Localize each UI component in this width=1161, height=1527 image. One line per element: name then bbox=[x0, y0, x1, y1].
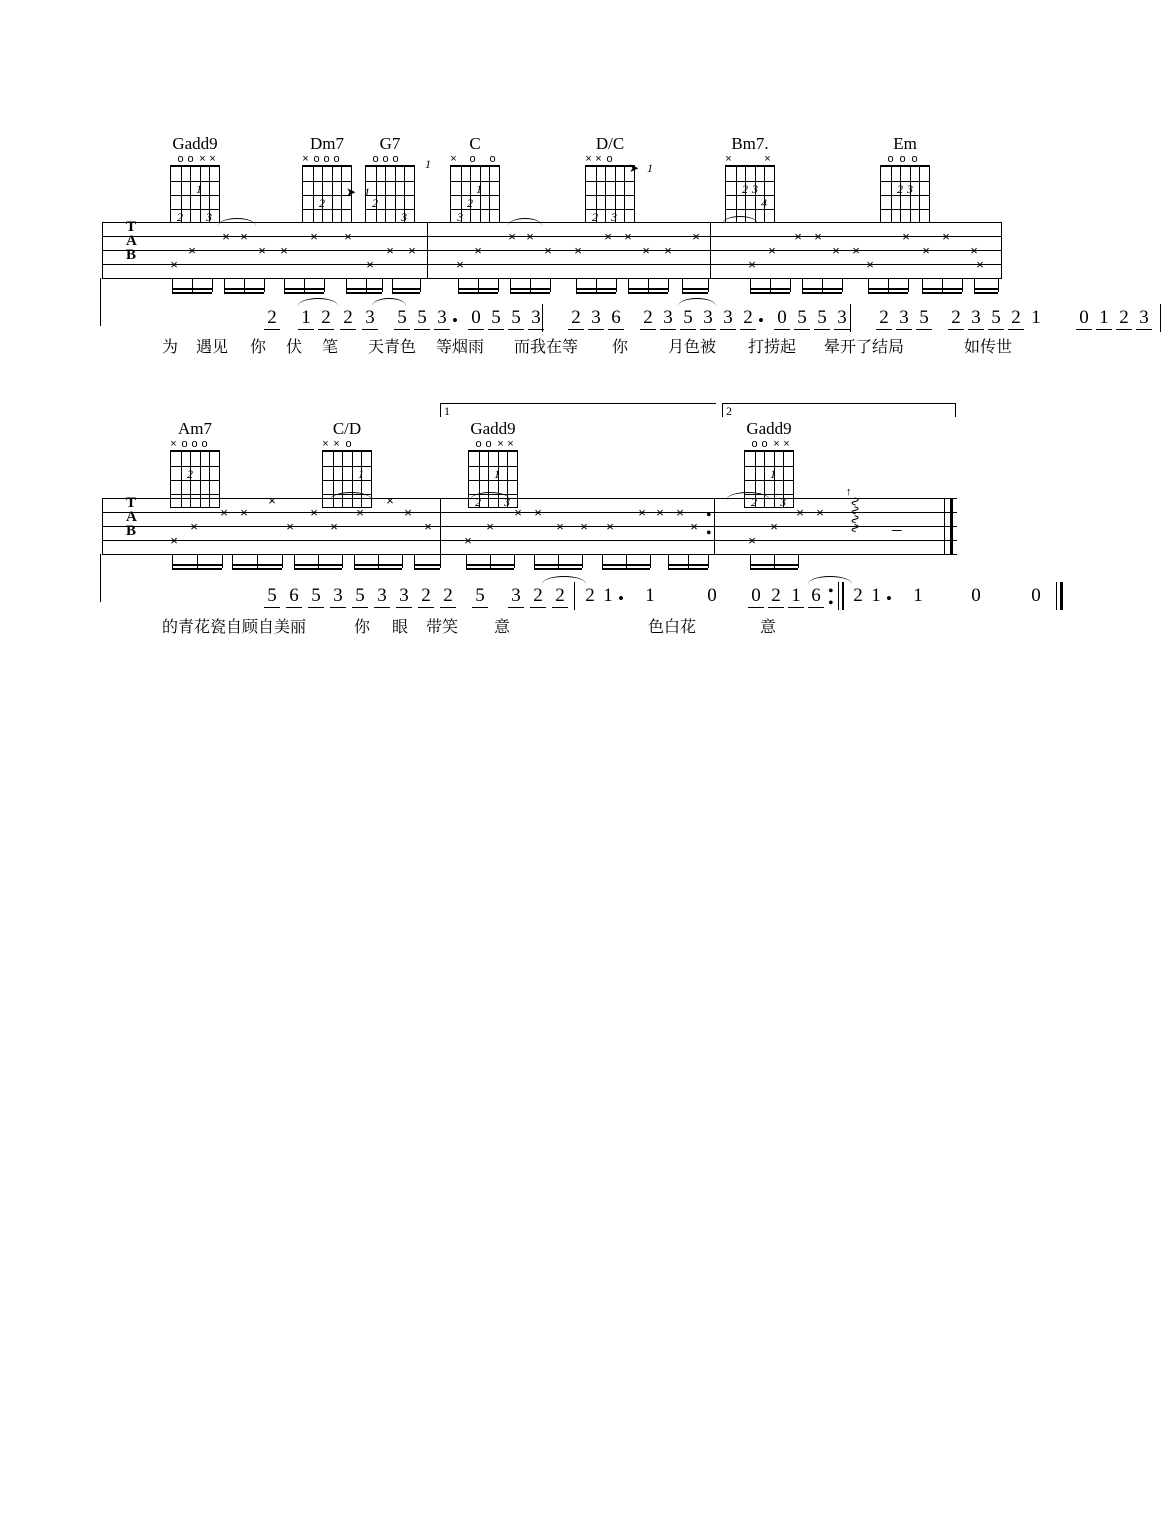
note-number: 3 bbox=[968, 308, 984, 330]
note-number: 5 bbox=[680, 308, 696, 330]
mute-mark: × bbox=[190, 519, 198, 534]
chord-name: Dm7 bbox=[310, 134, 344, 153]
stem bbox=[282, 554, 283, 568]
mute-mark: × bbox=[692, 229, 700, 244]
tab-clef-b: B bbox=[126, 523, 137, 539]
mute-mark: × bbox=[424, 519, 432, 534]
stem bbox=[172, 554, 173, 568]
stem bbox=[232, 554, 233, 568]
mute-mark: × bbox=[268, 493, 276, 508]
tab-clef-a: A bbox=[126, 233, 137, 249]
fret-label: 1 bbox=[425, 157, 431, 171]
mute-mark: × bbox=[404, 505, 412, 520]
stem bbox=[750, 554, 751, 568]
stem bbox=[798, 554, 799, 568]
note-number: 0 bbox=[774, 308, 790, 330]
system-2: 1 2 Am7 × o o o 2 C/D × × o 1 Gadd9 o o × × 1 2 3 Gadd9 o o × × 1 2 3 T A B • • × × × × × × × × × × × × × × × × × × × × × × × × × × × ∿∿∿∿ ↑ – 5 6 5 3 5 3 3 2 2 5 3 2 2 2 1 • 1 0 0 2 1 6 • • 2 1 • 1 0 0 的青花瓷自顾自美丽 你 眼 带笑 意 色白花 意 bbox=[0, 270, 1080, 670]
note-number: 2 bbox=[1008, 308, 1024, 330]
chord-diagram-gadd9 bbox=[168, 135, 222, 223]
chord-top-marks: o o o bbox=[372, 153, 399, 165]
barre-arrow-icon: ➤ bbox=[629, 161, 640, 175]
stem bbox=[602, 554, 603, 568]
ending-label: 2 bbox=[726, 404, 732, 418]
mute-mark: × bbox=[814, 229, 822, 244]
chord-grid: 1 2 3 bbox=[468, 450, 518, 508]
chord-top-marks: o o × × bbox=[475, 438, 514, 450]
chord-diagram-bm7 bbox=[723, 135, 777, 223]
mute-mark: × bbox=[220, 505, 228, 520]
stem bbox=[354, 554, 355, 568]
stem bbox=[688, 554, 689, 568]
mute-mark: × bbox=[386, 493, 394, 508]
note-number: 2 bbox=[853, 585, 863, 606]
mute-mark: × bbox=[866, 257, 874, 272]
chord-grid: 1 2 3 bbox=[170, 165, 220, 223]
note-number: 1 bbox=[645, 585, 655, 606]
mute-mark: × bbox=[796, 505, 804, 520]
fret-label: 1 bbox=[364, 185, 370, 199]
fret-label: 1 bbox=[647, 161, 653, 175]
note-number: 2 bbox=[640, 308, 656, 330]
ending-label: 1 bbox=[444, 404, 450, 418]
note-number: 5 bbox=[508, 308, 524, 330]
note-number: 1 bbox=[1031, 307, 1041, 328]
stem bbox=[490, 554, 491, 568]
mute-mark: × bbox=[556, 519, 564, 534]
mute-mark: × bbox=[690, 519, 698, 534]
chord-grid: 2 3 4 bbox=[725, 165, 775, 223]
chord-top-marks: o o o bbox=[887, 153, 918, 165]
slur bbox=[508, 218, 542, 226]
chord-top-marks: × o o o bbox=[302, 153, 340, 165]
dot: • bbox=[886, 589, 892, 608]
chord-grid: 2 bbox=[170, 450, 220, 508]
mute-mark: × bbox=[942, 229, 950, 244]
mute-mark: × bbox=[222, 229, 230, 244]
note-number: 5 bbox=[352, 586, 368, 608]
chord-grid: 1 2 3 bbox=[744, 450, 794, 508]
note-number: 0 bbox=[971, 585, 981, 606]
note-number: 3 bbox=[660, 308, 676, 330]
note-number: 2 bbox=[264, 308, 280, 330]
note-number: 5 bbox=[488, 308, 504, 330]
repeat-dots-number-row: • bbox=[828, 595, 834, 612]
chord-name: Am7 bbox=[178, 419, 212, 438]
mute-mark: × bbox=[770, 519, 778, 534]
mute-mark: × bbox=[832, 243, 840, 258]
note-number: 1 bbox=[603, 585, 613, 606]
note-number: 3 bbox=[528, 308, 544, 330]
note-number: 0 bbox=[1076, 308, 1092, 330]
chord-diagram-dm7 bbox=[300, 134, 370, 223]
mute-mark: × bbox=[638, 505, 646, 520]
stem bbox=[626, 554, 627, 568]
dot: • bbox=[618, 589, 624, 608]
mute-mark: × bbox=[664, 243, 672, 258]
note-number: 2 bbox=[585, 585, 595, 606]
note-number: 0 bbox=[468, 308, 484, 330]
note-number: 3 bbox=[362, 308, 378, 330]
chord-name: D/C bbox=[595, 134, 625, 153]
mute-mark: × bbox=[642, 243, 650, 258]
mute-mark: × bbox=[240, 229, 248, 244]
chord-name: C bbox=[469, 134, 481, 153]
mute-mark: × bbox=[366, 257, 374, 272]
chord-top-marks: × o o o bbox=[170, 438, 208, 450]
note-number: 5 bbox=[794, 308, 810, 330]
note-number: 5 bbox=[264, 586, 280, 608]
mute-mark: × bbox=[676, 505, 684, 520]
note-number: 3 bbox=[700, 308, 716, 330]
mute-mark: × bbox=[240, 505, 248, 520]
chord-name: Gadd9 bbox=[746, 419, 792, 438]
mute-mark: × bbox=[330, 519, 338, 534]
stem bbox=[402, 554, 403, 568]
chord-diagram-am7 bbox=[168, 420, 222, 508]
note-number: 2 bbox=[318, 308, 334, 330]
tab-clef-t: T bbox=[126, 219, 137, 235]
chord-name: Gadd9 bbox=[470, 419, 516, 438]
mute-mark: × bbox=[534, 505, 542, 520]
stem bbox=[440, 554, 441, 568]
note-number: 3 bbox=[834, 308, 850, 330]
note-number: 3 bbox=[396, 586, 412, 608]
chord-grid: 1 2 3 bbox=[450, 165, 500, 223]
chord-diagram-c bbox=[448, 135, 502, 223]
note-number: 3 bbox=[434, 308, 450, 330]
chord-name: G7 bbox=[379, 134, 401, 153]
note-number: 6 bbox=[808, 586, 824, 608]
note-number: 6 bbox=[608, 308, 624, 330]
mute-mark: × bbox=[286, 519, 294, 534]
stem bbox=[294, 554, 295, 568]
stem bbox=[257, 554, 258, 568]
note-number: 2 bbox=[340, 308, 356, 330]
mute-mark: × bbox=[344, 229, 352, 244]
note-number: 3 bbox=[1136, 308, 1152, 330]
mute-mark: × bbox=[474, 243, 482, 258]
note-number: 6 bbox=[286, 586, 302, 608]
note-number: 2 bbox=[440, 586, 456, 608]
note-number: 1 bbox=[871, 585, 881, 606]
repeat-dots: • bbox=[706, 507, 712, 524]
mute-mark: × bbox=[464, 533, 472, 548]
mute-mark: × bbox=[188, 243, 196, 258]
stem bbox=[318, 554, 319, 568]
mute-mark: × bbox=[456, 257, 464, 272]
beam bbox=[602, 568, 650, 570]
measure-line bbox=[574, 582, 575, 610]
mute-mark: × bbox=[748, 533, 756, 548]
stem bbox=[582, 554, 583, 568]
mute-mark: × bbox=[604, 229, 612, 244]
chord-name: Gadd9 bbox=[172, 134, 218, 153]
note-number: 5 bbox=[394, 308, 410, 330]
beam bbox=[750, 568, 798, 570]
mute-mark: × bbox=[624, 229, 632, 244]
mute-mark: × bbox=[970, 243, 978, 258]
mute-mark: × bbox=[258, 243, 266, 258]
mute-mark: × bbox=[768, 243, 776, 258]
ending-bracket-1 bbox=[440, 403, 716, 417]
stem bbox=[558, 554, 559, 568]
chord-name: Em bbox=[893, 134, 917, 153]
note-number: 1 bbox=[298, 308, 314, 330]
stem bbox=[222, 554, 223, 568]
slur bbox=[218, 218, 256, 226]
note-number: 2 bbox=[740, 308, 756, 330]
stem bbox=[466, 554, 467, 568]
measure-line bbox=[1056, 582, 1057, 610]
final-barline-number-row bbox=[1060, 582, 1063, 610]
mute-mark: × bbox=[922, 243, 930, 258]
note-number: 1 bbox=[788, 586, 804, 608]
chord-top-marks: o o × × bbox=[177, 153, 216, 165]
mute-mark: × bbox=[748, 257, 756, 272]
tab-clef-t: T bbox=[126, 495, 137, 511]
beam bbox=[294, 568, 342, 570]
mute-mark: × bbox=[606, 519, 614, 534]
arrow-up-icon: ↑ bbox=[846, 486, 852, 498]
beam bbox=[534, 568, 582, 570]
stem bbox=[342, 554, 343, 568]
note-number: 3 bbox=[508, 586, 524, 608]
note-number: 3 bbox=[374, 586, 390, 608]
chord-diagram-d-over-c bbox=[583, 134, 653, 224]
slur bbox=[542, 576, 586, 584]
chord-grid: 2 bbox=[302, 165, 352, 223]
chord-diagram-g7 bbox=[363, 134, 431, 224]
dot: • bbox=[452, 311, 458, 330]
chord-name: Bm7. bbox=[731, 134, 769, 153]
mute-mark: × bbox=[310, 229, 318, 244]
mute-mark: × bbox=[386, 243, 394, 258]
chord-top-marks: × × bbox=[725, 153, 771, 165]
mute-mark: × bbox=[852, 243, 860, 258]
note-number: 5 bbox=[472, 586, 488, 608]
mute-mark: × bbox=[356, 505, 364, 520]
repeat-dots-number-row: • bbox=[828, 583, 834, 600]
tab-clef-b: B bbox=[126, 247, 137, 263]
note-number: 1 bbox=[1096, 308, 1112, 330]
stem bbox=[774, 554, 775, 568]
stem bbox=[534, 554, 535, 568]
chord-name: C/D bbox=[332, 419, 362, 438]
mute-mark: × bbox=[170, 533, 178, 548]
note-number: 3 bbox=[896, 308, 912, 330]
arpeggio-squiggle: ∿∿∿∿ bbox=[847, 496, 862, 532]
mute-mark: × bbox=[280, 243, 288, 258]
stem bbox=[514, 554, 515, 568]
note-number: 5 bbox=[308, 586, 324, 608]
mute-mark: × bbox=[816, 505, 824, 520]
tab-clef-a: A bbox=[126, 509, 137, 525]
note-number: 2 bbox=[768, 586, 784, 608]
note-number: 3 bbox=[588, 308, 604, 330]
stem bbox=[197, 554, 198, 568]
beam bbox=[354, 568, 402, 570]
ending-bracket-2 bbox=[722, 403, 956, 417]
note-number: 0 bbox=[748, 586, 764, 608]
beam bbox=[414, 568, 440, 570]
note-number: 5 bbox=[988, 308, 1004, 330]
note-number: 2 bbox=[876, 308, 892, 330]
mute-mark: × bbox=[902, 229, 910, 244]
mute-mark: × bbox=[526, 229, 534, 244]
beam bbox=[414, 564, 440, 566]
note-number: 5 bbox=[916, 308, 932, 330]
chord-grid: 2 3 bbox=[585, 165, 635, 223]
note-number: 2 bbox=[530, 586, 546, 608]
stem bbox=[650, 554, 651, 568]
beam bbox=[172, 568, 222, 570]
mute-mark: × bbox=[514, 505, 522, 520]
note-number: 5 bbox=[814, 308, 830, 330]
mute-mark: × bbox=[544, 243, 552, 258]
chord-top-marks: × × o bbox=[322, 438, 352, 450]
mute-mark: × bbox=[580, 519, 588, 534]
slur bbox=[808, 576, 852, 584]
note-number: 2 bbox=[418, 586, 434, 608]
rest-dash: – bbox=[892, 519, 902, 540]
chord-grid: 2 3 bbox=[880, 165, 930, 223]
mute-mark: × bbox=[408, 243, 416, 258]
note-number: 3 bbox=[720, 308, 736, 330]
chord-grid: 1 bbox=[322, 450, 372, 508]
stem bbox=[378, 554, 379, 568]
measure-line bbox=[838, 582, 839, 610]
chord-grid: 2 3 bbox=[365, 165, 415, 223]
mute-mark: × bbox=[508, 229, 516, 244]
chord-diagram-em bbox=[878, 135, 932, 223]
barre-arrow-icon: ➤ bbox=[346, 185, 357, 199]
system-1: Gadd9 o o × × 1 2 3 Dm7 × o o o 2 ➤ 1 G7 o o o 2 3 1 C × o o 1 2 3 D/C × × o 2 3 ➤ 1 Bm7. × × 2 3 4 Em o o o 2 3 T A B × × × × × × × × × × × × × × × × × × × × × × × × × × × × × × × × × × 2 1 2 2 3 5 5 3 • 0 5 5 3 2 3 6 2 3 5 3 3 2 • 0 5 5 3 2 3 5 2 3 5 2 1 0 1 2 3 为 遇见 你 伏 笔 天青色 等烟雨 而我在等 你 月色被 打捞起 晕开了结局 如传世 bbox=[0, 0, 1080, 380]
dot: • bbox=[758, 311, 764, 330]
note-number: 2 bbox=[948, 308, 964, 330]
mute-mark: × bbox=[976, 257, 984, 272]
chord-top-marks: o o × × bbox=[751, 438, 790, 450]
beam bbox=[668, 568, 708, 570]
mute-mark: × bbox=[486, 519, 494, 534]
note-number: 1 bbox=[913, 585, 923, 606]
note-number: 3 bbox=[330, 586, 346, 608]
repeat-dots: • bbox=[706, 525, 712, 542]
note-number: 5 bbox=[414, 308, 430, 330]
stem bbox=[708, 554, 709, 568]
beam bbox=[232, 568, 282, 570]
chord-top-marks: × o o bbox=[450, 153, 496, 165]
note-number: 0 bbox=[1031, 585, 1041, 606]
mute-mark: × bbox=[170, 257, 178, 272]
stem bbox=[414, 554, 415, 568]
note-number: 2 bbox=[568, 308, 584, 330]
note-number: 2 bbox=[552, 586, 568, 608]
measure-line-thick bbox=[842, 582, 844, 610]
mute-mark: × bbox=[574, 243, 582, 258]
chord-top-marks: × × o bbox=[585, 153, 613, 165]
mute-mark: × bbox=[794, 229, 802, 244]
beam bbox=[466, 568, 514, 570]
final-barline bbox=[950, 498, 953, 554]
note-number: 2 bbox=[1116, 308, 1132, 330]
stem bbox=[668, 554, 669, 568]
mute-mark: × bbox=[656, 505, 664, 520]
numbered-notation-row-2 bbox=[102, 583, 1041, 612]
note-number: 0 bbox=[707, 585, 717, 606]
mute-mark: × bbox=[310, 505, 318, 520]
